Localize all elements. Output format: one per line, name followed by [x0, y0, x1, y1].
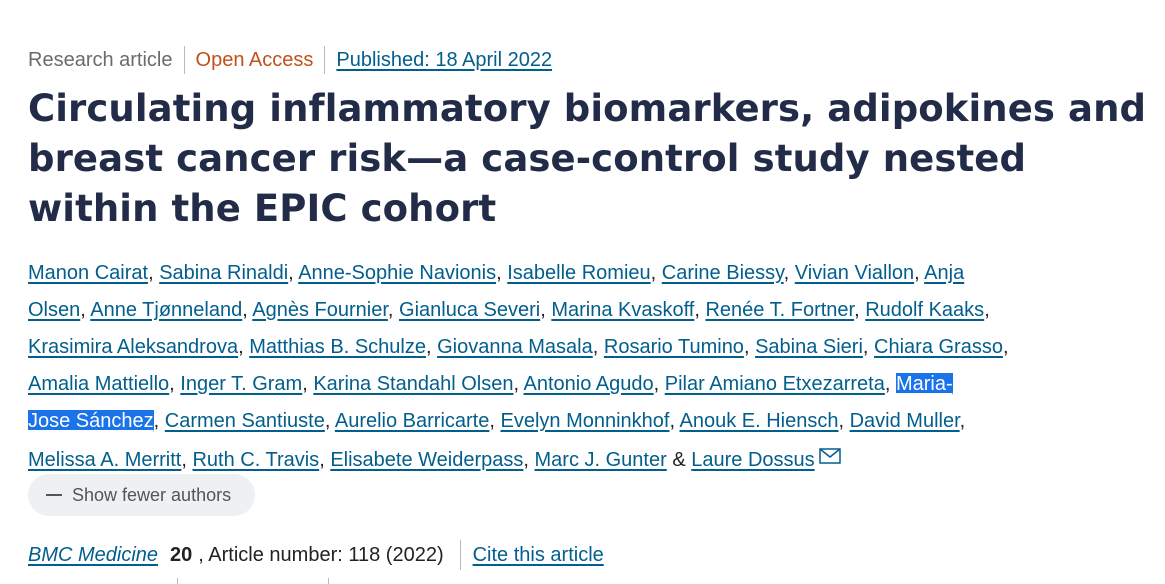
author-link[interactable]: Agnès Fournier [252, 299, 388, 321]
author-link[interactable]: Ruth C. Travis [192, 449, 320, 471]
author-link[interactable]: Gianluca Severi [399, 299, 541, 321]
author-link[interactable]: Rosario Tumino [603, 336, 744, 358]
author-link[interactable]: Giovanna Masala [437, 336, 593, 358]
author-link[interactable]: Inger T. Gram [180, 373, 303, 395]
article-title [28, 84, 1147, 234]
author-link[interactable]: Pilar Amiano Etxezarreta [664, 373, 885, 395]
author-link[interactable]: Jose Sánchez [28, 410, 154, 432]
cite-this-article-link[interactable]: Cite this article [472, 543, 604, 566]
author-link[interactable]: Elisabete Weiderpass [330, 449, 524, 471]
divider [324, 46, 325, 74]
author-link[interactable]: Sabina Rinaldi [159, 262, 289, 284]
divider [328, 578, 329, 584]
author-link[interactable]: Anne Tjønneland [90, 299, 243, 321]
author-link[interactable]: Vivian Viallon [794, 262, 915, 284]
author-link[interactable]: David Muller [849, 410, 960, 432]
author-line: Melissa A. Merritt, Ruth C. Travis, Elisabete Weiderpass, Marc J. Gunter & Laure Dossus [28, 440, 1058, 477]
author-link[interactable]: Anouk E. Hiensch [679, 410, 839, 432]
author-link[interactable]: Karina Standahl Olsen [313, 373, 514, 395]
envelope-icon[interactable] [819, 440, 841, 477]
toggle-label: Show fewer authors [72, 484, 232, 505]
citation-line [28, 538, 604, 572]
author-link[interactable]: Isabelle Romieu [507, 262, 651, 284]
author-link[interactable]: Rudolf Kaaks [865, 299, 985, 321]
show-fewer-authors-button[interactable] [28, 474, 255, 516]
author-link[interactable]: Renée T. Fortner [705, 299, 855, 321]
volume-number: 20 [170, 543, 193, 566]
author-link[interactable]: Marina Kvaskoff [551, 299, 695, 321]
author-link[interactable]: Manon Cairat [28, 262, 149, 284]
author-line: Jose Sánchez, Carmen Santiuste, Aurelio Barricarte, Evelyn Monninkhof, Anouk E. Hiensch, David Muller, [28, 410, 966, 432]
author-link[interactable]: Matthias B. Schulze [249, 336, 426, 358]
journal-link[interactable]: BMC Medicine [28, 543, 159, 566]
author-link[interactable]: Melissa A. Merritt [28, 449, 182, 471]
author-line: Krasimira Aleksandrova, Matthias B. Schulze, Giovanna Masala, Rosario Tumino, Sabina Sieri, Chiara Grasso, [28, 336, 1009, 358]
author-link[interactable]: Evelyn Monninkhof [500, 410, 670, 432]
open-access-badge: Open Access [195, 48, 314, 71]
author-line: Manon Cairat, Sabina Rinaldi, Anne-Sophie Navionis, Isabelle Romieu, Carine Biessy, Vivian Viallon, Anja [28, 262, 965, 284]
author-line: Amalia Mattiello, Inger T. Gram, Karina Standahl Olsen, Antonio Agudo, Pilar Amiano Etxezarreta, Maria- [28, 373, 953, 395]
author-link[interactable]: Aurelio Barricarte [334, 410, 490, 432]
author-link[interactable]: Carine Biessy [661, 262, 784, 284]
divider [460, 540, 461, 570]
author-link[interactable]: Carmen Santiuste [164, 410, 325, 432]
author-link[interactable]: Anja [924, 262, 965, 284]
author-link[interactable]: Amalia Mattiello [28, 373, 170, 395]
published-date-link[interactable]: Published: 18 April 2022 [336, 48, 553, 71]
author-link[interactable]: Sabina Sieri [755, 336, 863, 358]
author-link[interactable]: Anne-Sophie Navionis [298, 262, 497, 284]
title-line: within the EPIC cohort [28, 187, 497, 230]
author-link[interactable]: Maria- [895, 373, 953, 395]
minus-icon [46, 494, 62, 496]
author-link[interactable]: Marc J. Gunter [534, 449, 667, 471]
author-list [28, 255, 1058, 477]
article-number: , Article number: 118 (2022) [198, 543, 444, 566]
article-meta [28, 44, 552, 76]
author-link[interactable]: Antonio Agudo [523, 373, 654, 395]
title-line: breast cancer risk—a case-control study nested [28, 137, 1027, 180]
article-type: Research article [28, 48, 173, 71]
author-line: Olsen, Anne Tjønneland, Agnès Fournier, Gianluca Severi, Marina Kvaskoff, Renée T. Fortner, Rudolf Kaaks, [28, 299, 990, 321]
author-link[interactable]: Laure Dossus [691, 449, 815, 471]
author-link[interactable]: Krasimira Aleksandrova [28, 336, 239, 358]
title-line: Circulating inflammatory biomarkers, adipokines and [28, 87, 1147, 130]
divider [184, 46, 185, 74]
author-link[interactable]: Chiara Grasso [874, 336, 1003, 358]
author-link[interactable]: Olsen [28, 299, 81, 321]
divider [177, 578, 178, 584]
